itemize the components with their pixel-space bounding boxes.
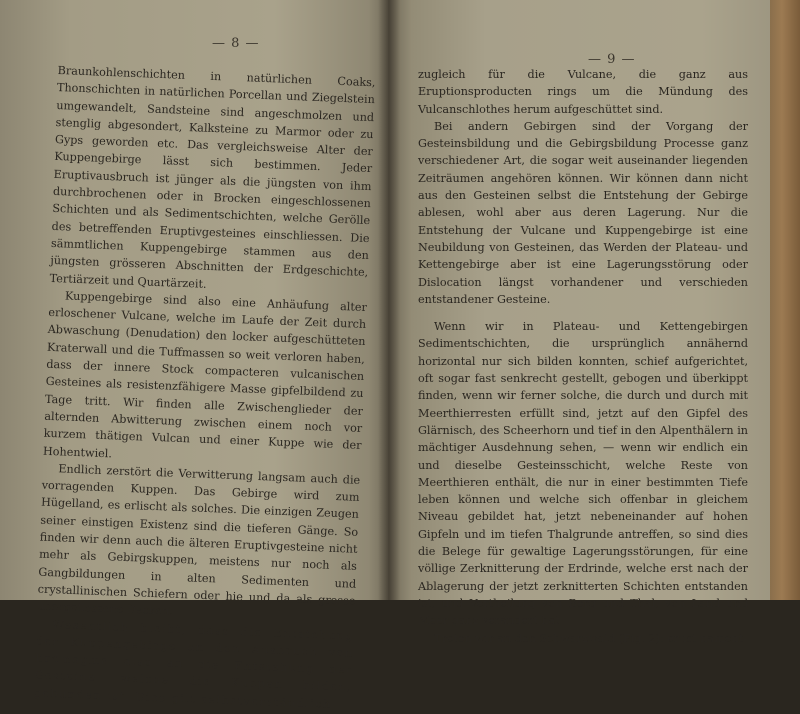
paragraph: Bei andern Gebirgen sind der Vorgang der Gesteinsbildung und die Gebirgsbildung Processe ganz verschiedener Art, die sogar weit auseinander liegenden Zeiträumen angehören können. Wir können dann nicht aus den Gesteinen selbst die Entstehung der Gebirge ablesen, wohl aber aus deren Lagerung. Nur die Entstehung der Vulcane und Kuppengebirge ist eine Neubildung von Gesteinen, das Werden der Plateau- und Kettengebirge aber ist eine Lagerungsstörung oder Dislocation längst vorhandener und verschieden entstandener Gesteine. <box>418 119 748 306</box>
paragraph: Wenn wir in Plateau- und Kettengebirgen Sedimentschichten, die ursprünglich annähernd horizontal nur sich bilden konnten, schief aufgerichtet, oft sogar fast senkrecht gestellt, gebogen und überkippt finden, wenn wir ferner solche, die durch und durch mit Meerthierresten erfüllt sind, jetzt auf den Gipfel des Glärnisch, des Scheerhorn und tief in den Alpenthälern in mächtiger Ausdehnung sehen, — wenn wir endlich ein und dieselbe Gesteinsschicht, welche Reste von Meerthieren enthält, die nur in einer bestimmten Tiefe leben können und welche sich offenbar in gleichem Niveau gebildet hat, jetzt nebeneinander auf hohen Gipfeln und im tiefen Thalgrunde antreffen, so sind dies die Belege für gewaltige Lagerungsstörungen, für eine völlige Zerknitterung der Erdrinde, welche erst nach der Ablagerung der jetzt zerknitterten Schichten entstanden ist, und Vertheilung von Berg und Thal, von Land und Meer ganz verändert hat. <box>418 320 748 628</box>
book-gutter <box>378 0 400 600</box>
page-number: — 9 — <box>588 52 636 67</box>
right-page-body <box>418 66 748 647</box>
paragraph-gap <box>418 308 748 318</box>
paragraph: Braunkohlenschichten in natürlichen Coaks, Thonschichten in natürlichen Porcellan und Ziegelstein umgewandelt, Sandsteine sind angeschmolzen und stenglig abgesondert, Kalksteine zu Marmor oder zu Gyps geworden etc. Das vergleichsweise Alter der Kuppengebirge lässt sich bestimmen. Jeder Eruptivausbruch ist jünger als die jüngsten von ihm durchbrochenen oder in Brocken eingeschlossenen Schichten und als Sedimentschichten, welche Gerölle des betreffenden Eruptivgesteines einschliessen. Die sämmtlichen Kuppengebirge stammen aus den jüngsten grösseren Abschnitten der Erdgeschichte, Tertiärzeit und Quartärzeit. <box>49 63 376 291</box>
paragraph: Endlich zerstört die Verwitterung langsam auch die vorragenden Kuppen. Das Gebirge wird zum Hügelland, es erlischt als solches. Die einzigen Zeugen seiner einstigen Existenz sind die tieferen Gänge. So finden wir denn auch die älteren Eruptivgesteine nicht mehr als Gebirgskuppen, meistens nur noch als Gangbildungen in alten Sedimenten und crystallinischen Schiefern oder hie und da als grosse übergeflossene Decken. <box>36 462 361 619</box>
paragraph: zugleich für die Vulcane, die ganz aus Eruptionsproducten rings um die Mündung des Vulcanschlothes herum aufgeschüttet sind. <box>418 68 748 116</box>
paragraph: Treten wir an den Schwarzwald (Fig. 2): er ist nament- <box>434 631 747 645</box>
left-page <box>0 0 392 711</box>
paragraph: Kuppengebirge sind also eine Anhäufung alter erloschener Vulcane, welche im Laufe der Zeit durch Abwaschung (Denudation) den locker aufgeschütteten Kraterwall und die Tuffmassen so weit verloren haben, dass der innere Stock compacteren vulcanischen Gesteines als resistenzfähigere Masse gipfelbildend zu Tage tritt. Wir finden alle Zwischenglieder der alternden Abwitterung zwischen einem noch vor kurzem thätigen Vulcan und einer Kuppe wie der Hohentwiel. <box>42 289 368 460</box>
left-page-body <box>33 62 375 714</box>
paragraph: Wesentlich bleibt, dass die Entstehung der Kuppengebirge an den Ausbruch von Erdmagma also an die Entstehung der Gesteine, welche die Kuppen bilden, gebunden ist. Dies gilt selbstverständlich <box>33 617 355 711</box>
book-cover-edge <box>770 0 800 600</box>
right-page <box>388 0 780 645</box>
page-number: — 8 — <box>212 36 260 51</box>
